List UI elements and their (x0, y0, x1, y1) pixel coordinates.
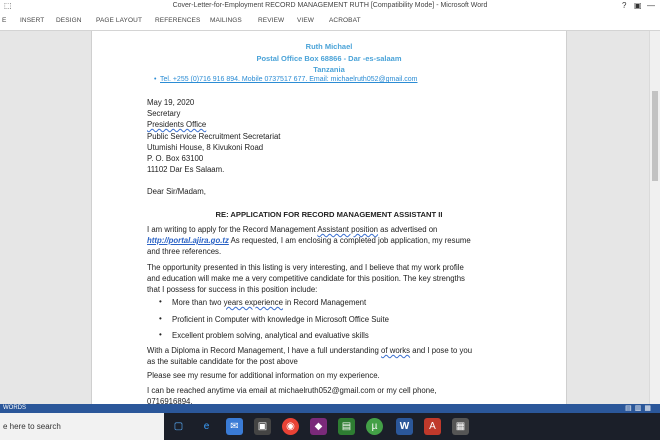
quick-access-icon[interactable]: ⬚ (4, 1, 12, 10)
paragraph-line: Please see my resume for additional information on my experience. (147, 371, 380, 380)
paragraph-line: that I possess for success in this position include: (147, 285, 318, 294)
sender-name: Ruth Michael (305, 42, 353, 51)
strength-item: Excellent problem solving, analytical and evaluative skills (172, 331, 369, 340)
ribbon-tabs (0, 13, 660, 31)
app-icon[interactable]: ▤ (338, 418, 355, 435)
mail-icon[interactable]: ✉ (226, 418, 243, 435)
acrobat-icon[interactable]: A (424, 418, 441, 435)
tab-acrobat[interactable]: ACROBAT (329, 17, 361, 24)
bullet-icon: • (154, 76, 157, 83)
edge-icon[interactable]: e (203, 421, 210, 432)
tab-page-layout[interactable]: PAGE LAYOUT (96, 17, 143, 24)
tab-references[interactable]: REFERENCES (155, 17, 201, 24)
sender-contact[interactable]: Tel. +255 (0)716 916 894. Mobile 0737517 677. Email: michaelruth052@gmail.com (160, 76, 418, 83)
sender-country: Tanzania (313, 65, 345, 74)
letter-date: May 19, 2020 (147, 98, 195, 107)
recipient-line: P. O. Box 63100 (147, 154, 204, 163)
document-page[interactable] (91, 31, 567, 404)
chrome-icon[interactable]: ◉ (282, 418, 299, 435)
app-icon[interactable]: ◆ (310, 418, 327, 435)
portal-link[interactable]: http://portal.ajira.go.tz (147, 236, 229, 245)
taskbar-search[interactable] (0, 413, 164, 440)
bullet-icon: • (159, 297, 162, 306)
paragraph-line: With a Diploma in Record Management, I have a full understanding of works and I pose to you (147, 346, 473, 355)
paragraph-line: http://portal.ajira.go.tz As requested, I am enclosing a completed job application, my resume (147, 236, 471, 245)
sender-postal: Postal Office Box 68866 - Dar -es-salaam (256, 54, 402, 63)
bullet-icon: • (159, 330, 162, 339)
paragraph-line: and education will make me a very competitive candidate for this position. The key strengths (147, 274, 465, 283)
paragraph-line: as the suitable candidate for the post above (147, 357, 298, 366)
recipient-line: Public Service Recruitment Secretariat (147, 132, 281, 141)
subject-line: RE: APPLICATION FOR RECORD MANAGEMENT ASSISTANT II (215, 210, 443, 219)
vertical-scrollbar[interactable] (649, 31, 660, 404)
recipient-line: Utumishi House, 8 Kivukoni Road (147, 143, 264, 152)
taskbar (0, 413, 660, 440)
document-area (0, 31, 660, 404)
paragraph-line: The opportunity presented in this listing is very interesting, and I believe that my work profile (147, 263, 464, 272)
title-bar (0, 0, 660, 13)
recipient-line: Secretary (147, 109, 181, 118)
recipient-line: Presidents Office (147, 120, 207, 129)
paragraph-line: I can be reached anytime via email at michaelruth052@gmail.com or my cell phone, (147, 386, 437, 395)
tab-mailings[interactable]: MAILINGS (210, 17, 242, 24)
paragraph-line: I am writing to apply for the Record Management Assistant position as advertised on (147, 225, 438, 234)
paragraph-line: 0716916894. (147, 397, 193, 404)
app-icon[interactable]: ▦ (452, 418, 469, 435)
recipient-line: 11102 Dar Es Salaam. (147, 165, 225, 174)
tab-file[interactable]: E (2, 17, 7, 24)
help-button[interactable]: ? (622, 1, 627, 10)
store-icon[interactable]: ▣ (254, 418, 271, 435)
task-view-icon[interactable]: ▢ (173, 421, 184, 432)
word-count[interactable]: WORDS (3, 405, 26, 411)
word-icon[interactable]: W (396, 418, 413, 435)
salutation: Dear Sir/Madam, (147, 187, 206, 196)
view-buttons[interactable]: ▤▥▦ (625, 405, 654, 412)
strength-item: More than two years experience in Record Management (172, 298, 367, 307)
tab-review[interactable]: REVIEW (258, 17, 285, 24)
tab-insert[interactable]: INSERT (20, 17, 45, 24)
tab-design[interactable]: DESIGN (56, 17, 82, 24)
status-bar (0, 404, 660, 413)
utorrent-icon[interactable]: µ (366, 418, 383, 435)
paragraph-line: and three references. (147, 247, 222, 256)
tab-view[interactable]: VIEW (297, 17, 315, 24)
window-title: Cover-Letter-for-Employment RECORD MANAGEMENT RUTH [Compatibility Mode] - Microsoft Word (172, 2, 488, 9)
bullet-icon: • (159, 314, 162, 323)
strength-item: Proficient in Computer with knowledge in Microsoft Office Suite (172, 315, 389, 324)
minimize-button[interactable]: — (647, 1, 655, 10)
search-placeholder: e here to search (3, 422, 61, 431)
ribbon-display-icon[interactable]: ▣ (634, 1, 642, 10)
scroll-thumb[interactable] (652, 91, 658, 181)
